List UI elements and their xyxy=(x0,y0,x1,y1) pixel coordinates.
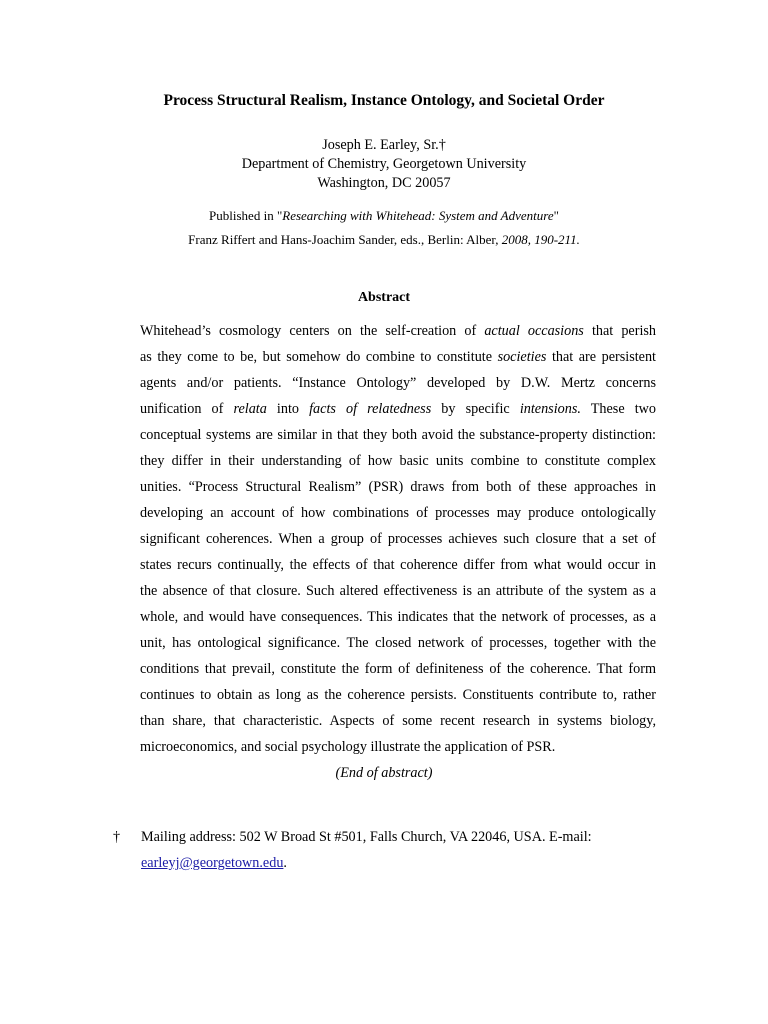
publication-prefix: Published in " xyxy=(209,208,283,223)
abstract-text: whole, and would have consequences. This indicates that the network of processes, as a xyxy=(140,609,656,625)
publication-note xyxy=(0,207,768,225)
abstract-line xyxy=(140,682,656,708)
abstract-text: agents and/or patients. “Instance Ontology” developed by D.W. Mertz concerns xyxy=(140,375,656,391)
abstract-text: that are persistent xyxy=(546,349,656,365)
abstract-text: conceptual systems are similar in that they both avoid the substance-property distinction: xyxy=(140,427,656,443)
abstract-text: significant coherences. When a group of processes achieves such closure that a set of xyxy=(140,531,656,547)
footnote-mailing-address: Mailing address: 502 W Broad St #501, Falls Church, VA 22046, USA. E-mail: xyxy=(141,829,592,845)
editors-note xyxy=(0,231,768,249)
abstract-line xyxy=(140,500,656,526)
abstract-line xyxy=(140,448,656,474)
abstract-line xyxy=(140,318,656,344)
abstract-line xyxy=(140,708,656,734)
editors-text: Franz Riffert and Hans-Joachim Sander, eds., Berlin: Alber, xyxy=(188,232,502,247)
abstract-line xyxy=(140,734,656,760)
abstract-text: than share, that characteristic. Aspects of some recent research in systems biology, xyxy=(140,713,656,729)
abstract-text: states recurs continually, the effects of that coherence differ from what would occur in xyxy=(140,557,656,573)
email-link[interactable]: earleyj@georgetown.edu xyxy=(141,855,284,871)
author-location: Washington, DC 20057 xyxy=(317,175,451,191)
abstract-italic-term: intensions. xyxy=(519,401,581,417)
abstract-line xyxy=(140,656,656,682)
publication-suffix: " xyxy=(553,208,559,223)
abstract-text: by specific xyxy=(431,401,520,417)
abstract-line xyxy=(140,474,656,500)
abstract-text: unities. “Process Structural Realism” (PSR) draws from both of these approaches in xyxy=(140,479,656,495)
abstract-text: microeconomics, and social psychology illustrate the application of PSR. xyxy=(140,739,556,755)
abstract-text: conditions that prevail, constitute the form of definiteness of the coherence. That form xyxy=(140,661,656,677)
footnote-dagger: † xyxy=(113,829,121,845)
abstract-line xyxy=(140,344,656,370)
abstract-line xyxy=(140,422,656,448)
abstract-line xyxy=(140,396,656,422)
end-of-abstract: (End of abstract) xyxy=(335,765,433,781)
abstract-italic-term: relata xyxy=(233,401,267,417)
email-period: . xyxy=(283,855,287,871)
abstract-text: the absence of that closure. Such altered effectiveness is an attribute of the system as a xyxy=(140,583,656,599)
abstract-line xyxy=(140,370,656,396)
abstract-italic-term: facts of relatedness xyxy=(309,401,432,417)
author-name: Joseph E. Earley, Sr.† xyxy=(322,137,446,153)
abstract-text: that perish xyxy=(583,323,656,339)
abstract-text: continues to obtain as long as the coherence persists. Constituents contribute to, rather xyxy=(140,687,656,703)
publication-book-title: Researching with Whitehead: System and Adventure xyxy=(282,208,554,223)
abstract-line xyxy=(140,552,656,578)
abstract-text: These two xyxy=(580,401,656,417)
abstract-line xyxy=(140,526,656,552)
abstract-text: into xyxy=(266,401,310,417)
paper-title: Process Structural Realism, Instance Ontology, and Societal Order xyxy=(163,92,605,109)
author-affiliation: Department of Chemistry, Georgetown University xyxy=(241,156,527,172)
abstract-text: as they come to be, but somehow do combine to constitute xyxy=(140,349,498,365)
abstract-text: unification of xyxy=(140,401,234,417)
abstract-italic-term: actual occasions xyxy=(484,323,584,339)
abstract-line xyxy=(140,578,656,604)
abstract-line xyxy=(140,604,656,630)
footnote-email-line xyxy=(141,850,287,876)
abstract-text: Whitehead’s cosmology centers on the self-creation of xyxy=(140,323,485,339)
abstract-text: they differ in their understanding of how basic units combine to constitute complex xyxy=(140,453,656,469)
abstract-text: unit, has ontological significance. The closed network of processes, together with the xyxy=(140,635,656,651)
abstract-heading: Abstract xyxy=(357,290,411,305)
abstract-text: developing an account of how combinations of processes may produce ontologically xyxy=(140,505,656,521)
abstract-italic-term: societies xyxy=(497,349,547,365)
abstract-body xyxy=(140,318,656,760)
abstract-line xyxy=(140,630,656,656)
publication-year-pages: 2008, 190-211. xyxy=(501,232,580,247)
